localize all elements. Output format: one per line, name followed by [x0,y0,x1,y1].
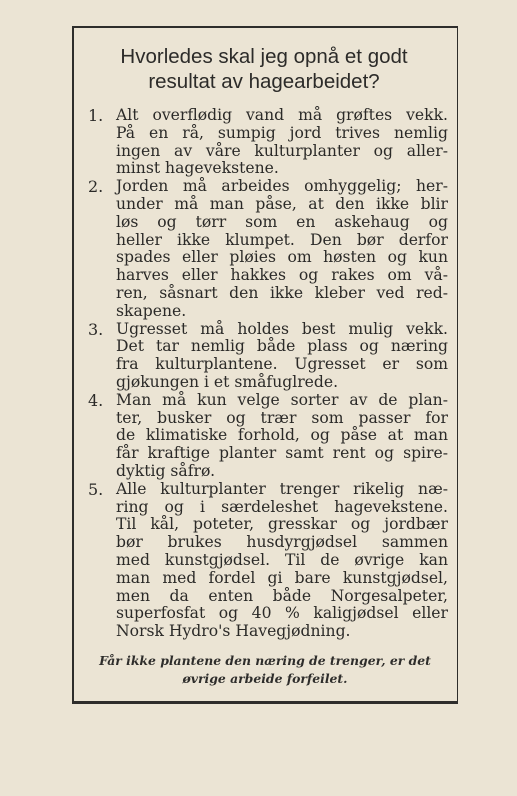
item-number: 3. [88,319,104,339]
page-title [78,44,450,94]
item-text-line: får kraftige planter samt rent og spire- [116,444,448,463]
advice-item-3 [82,321,448,392]
item-text-line: Alle kulturplanter trenger rikelig næ- [116,479,448,498]
title-line-2: resultat av hagearbeidet? [148,70,380,93]
item-text-line: ter, busker og trær som passer for [116,408,448,427]
item-text-line: Alt overflødig vand må grøftes vekk. [116,106,448,124]
advice-item-5 [82,481,448,641]
title-line-1: Hvorledes skal jeg opnå et godt [120,45,408,68]
item-text-line: Det tar nemlig både plass og næring [116,337,448,356]
item-text-line: under må man påse, at den ikke blir [116,194,448,213]
item-text-line: skapene. [116,301,187,320]
closing-line-1: Får ikke plantene den næring de trenger, er det [99,653,431,668]
item-text-line: man med fordel gi bare kunstgjødsel, [116,568,448,587]
item-text-line: spades eller pløies om høsten og kun [116,248,448,267]
item-text-line: harves eller hakkes og rakes om vå- [116,266,448,285]
item-text-line: de klimatiske forhold, og påse at man [116,426,448,445]
item-text-line: Til kål, poteter, gresskar og jordbær [116,515,448,534]
item-text-line: heller ikke klumpet. Den bør derfor [116,230,448,249]
item-number: 4. [88,390,104,410]
item-text-line: ingen av våre kulturplanter og aller- [116,141,448,160]
closing-note [80,652,450,688]
item-text-line: Man må kun velge sorter av de plan- [116,390,448,409]
item-text-line: ren, såsnart den ikke kleber ved red- [116,283,448,302]
item-text-line: minst hagevekstene. [116,159,279,178]
item-text-line: ring og i særdeleshet hagevekstene. [116,497,448,516]
advice-item-2 [82,178,448,320]
item-text-line: gjøkungen i et småfuglrede. [116,372,339,391]
item-number: 5. [88,479,104,499]
item-text-line: men da enten både Norgesalpeter, [116,586,448,605]
item-text-line: fra kulturplantene. Ugresset er som [116,355,448,374]
advice-item-4 [82,392,448,481]
item-text-line: bør brukes husdyrgjødsel sammen [116,533,448,552]
item-number: 2. [88,177,104,197]
advice-list [82,107,448,641]
item-text-line: Jorden må arbeides omhyggelig; her- [116,177,448,196]
item-text-line: På en rå, sumpig jord trives nemlig [116,123,448,142]
item-text-line: dyktig såfrø. [116,461,216,480]
item-text-line: med kunstgjødsel. Til de øvrige kan [116,550,448,569]
item-text-line: Norsk Hydro's Havegjødning. [116,622,351,641]
item-text-line: løs og tørr som en askehaug og [116,212,448,231]
item-text-line: Ugresset må holdes best mulig vekk. [116,319,448,338]
item-number: 1. [88,106,104,125]
advice-item-1 [82,107,448,178]
item-text-line: superfosfat og 40 % kaligjødsel eller [116,604,448,623]
closing-line-2: øvrige arbeide forfeilet. [182,671,348,686]
